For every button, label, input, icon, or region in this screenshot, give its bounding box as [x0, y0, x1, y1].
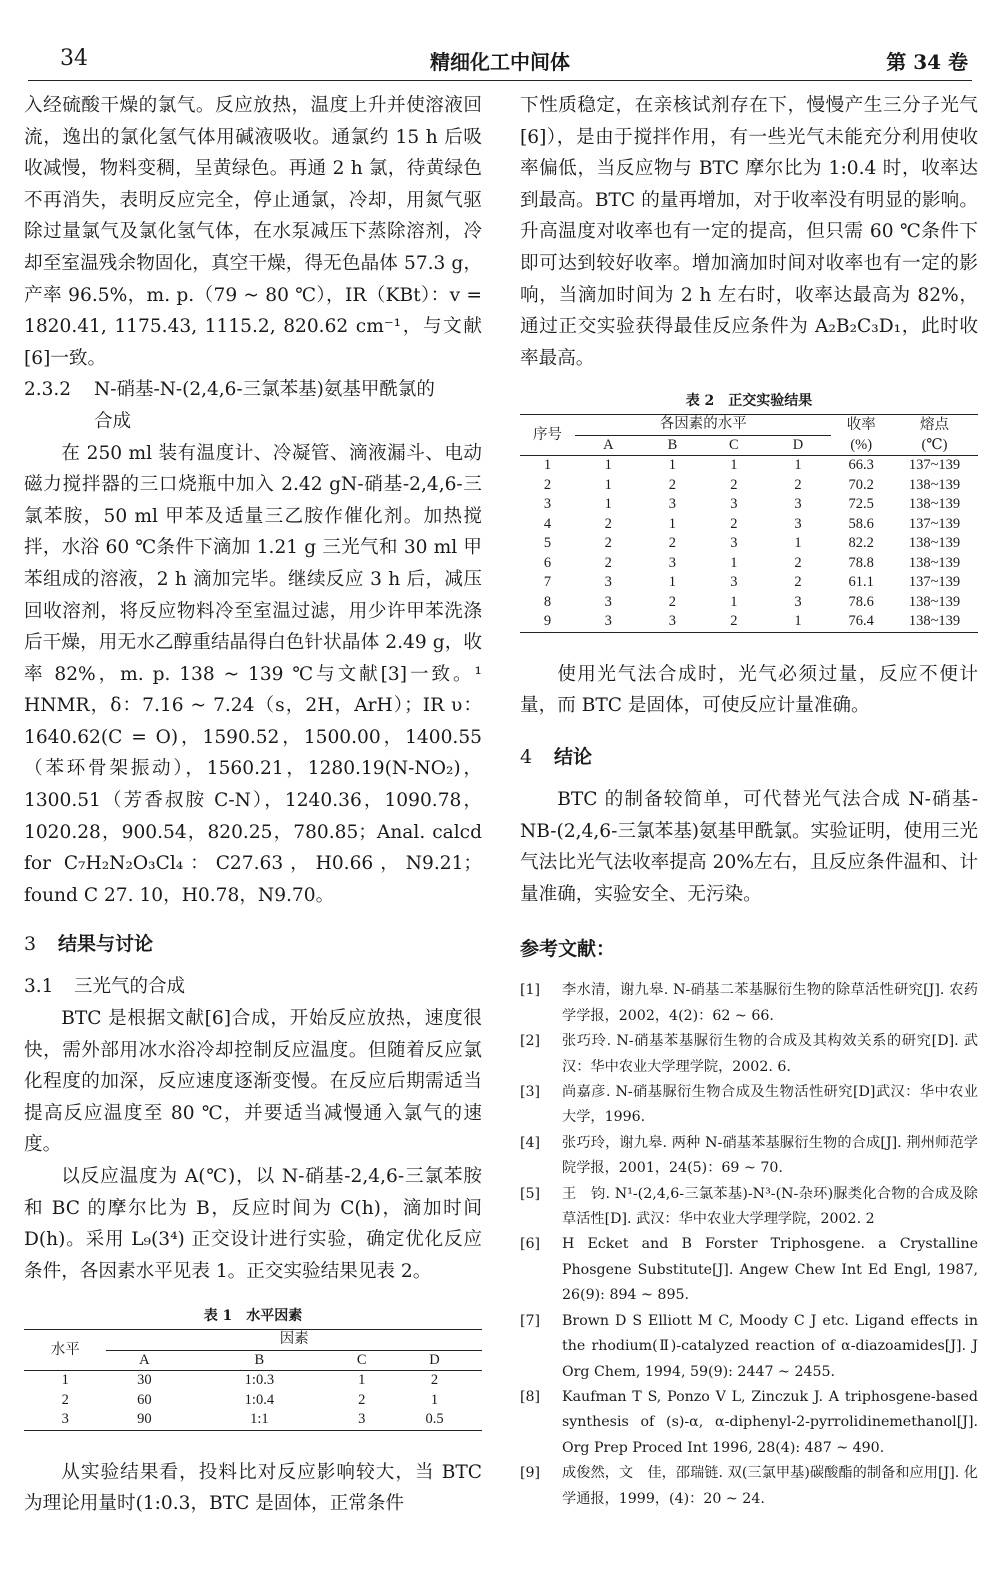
table-cell: 137~139 — [908, 457, 961, 474]
table-header-yield-unit: (%) — [850, 436, 873, 453]
heading-text: N-硝基-N-(2,4,6-三氯苯基)氨基甲酰氯的 — [94, 379, 435, 401]
table-cell: 3 — [668, 613, 677, 630]
table-cell: 30 — [137, 1372, 152, 1389]
table-header-mp-unit: (℃) — [921, 436, 948, 453]
reference-text: 张巧玲. N-硝基苯基脲衍生物的合成及其构效关系的研究[D]. 武汉：华中农业大学理学院，2002. 6. — [562, 1033, 978, 1075]
heading-text: 结果与讨论 — [58, 933, 154, 956]
table-col-header: A — [603, 436, 614, 453]
table-cell: 2 — [543, 476, 552, 493]
subsection-heading-3-1 — [24, 971, 482, 1003]
table-cell: 1 — [668, 574, 677, 591]
table-caption: 表 2 正交实验结果 — [685, 393, 813, 410]
table-cell: 61.1 — [848, 574, 874, 591]
table-cell: 66.3 — [848, 457, 874, 474]
reference-text: Brown D S Elliott M C, Moody C J etc. Ligand effects in the rhodium(Ⅱ)-catalyzed reaction of α-diazoamides[J]. J Org Chem, 1994, 59(9): 2447 ~ 2455. — [562, 1312, 978, 1380]
reference-number: [7] — [520, 1312, 541, 1329]
table-col-header: B — [254, 1351, 265, 1368]
reference-item — [520, 1080, 978, 1131]
table-cell: 2 — [61, 1391, 69, 1408]
subsection-heading-2-3-2 — [24, 374, 482, 437]
reference-text: 王 钧. N¹-(2,4,6-三氯苯基)-N³-(N-杂环)脲类化合物的合成及除草活性[D]. 武汉：华中农业大学理学院，2002. 2 — [562, 1185, 978, 1228]
reference-item — [520, 1232, 978, 1308]
table-caption: 表 1 水平因素 — [203, 1308, 303, 1325]
table-cell: 1 — [543, 457, 552, 474]
table-cell: 2 — [794, 554, 802, 571]
table-header-factor: 因素 — [106, 1330, 482, 1351]
reference-item — [520, 1029, 978, 1080]
section-heading-4 — [520, 742, 978, 772]
table-cell: 1 — [730, 593, 738, 610]
table-row — [520, 593, 978, 613]
table-cell: 138~139 — [908, 535, 961, 552]
table-cell: 2 — [604, 515, 612, 532]
reference-item — [520, 1131, 978, 1182]
table-cell: 3 — [730, 574, 738, 591]
table-col-header: D — [792, 436, 804, 453]
table-cell: 138~139 — [908, 496, 961, 513]
heading-number: 4 — [520, 746, 533, 769]
table-cell: 2 — [604, 535, 612, 552]
table-row — [520, 573, 978, 593]
table-cell: 78.6 — [848, 593, 874, 610]
table-cell: 1 — [604, 476, 612, 493]
page-header — [28, 44, 972, 80]
table-cell: 58.6 — [848, 515, 874, 532]
table-row — [520, 515, 978, 535]
table-cell: 0.5 — [425, 1411, 444, 1428]
table-cell: 1 — [794, 457, 802, 474]
table-cell: 3 — [794, 515, 802, 532]
table-cell: 1:1 — [250, 1411, 269, 1428]
table-cell: 90 — [137, 1411, 152, 1428]
table-row — [24, 1391, 482, 1411]
references-heading: 参考文献： — [520, 938, 616, 961]
table-cell: 1 — [358, 1372, 366, 1389]
table-cell: 1 — [61, 1372, 69, 1389]
table-cell: 2 — [794, 574, 802, 591]
reference-text: 李水清，谢九皋. N-硝基二苯基脲衍生物的除草活性研究[J]. 农药学学报，2002，4(2)：62 ~ 66. — [562, 982, 978, 1024]
table-cell: 72.5 — [848, 496, 874, 513]
header-rule — [28, 80, 972, 81]
table-cell: 3 — [61, 1411, 69, 1428]
reference-item — [520, 978, 978, 1029]
table-row — [520, 554, 978, 574]
table-cell: 4 — [543, 515, 552, 532]
table-body — [520, 456, 978, 633]
reference-number: [2] — [520, 1033, 541, 1050]
reference-number: [3] — [520, 1084, 541, 1101]
table-header-no: 序号 — [520, 415, 575, 456]
table-cell: 2 — [730, 613, 738, 630]
table-cell: 2 — [604, 554, 612, 571]
heading-number: 2.3.2 — [24, 379, 72, 401]
reference-number: [9] — [520, 1465, 541, 1482]
table-row — [520, 495, 978, 515]
reference-number: [4] — [520, 1134, 541, 1151]
table-cell: 3 — [358, 1411, 366, 1428]
table-2 — [520, 390, 978, 633]
table-col-header: A — [139, 1351, 150, 1368]
table-cell: 1 — [430, 1391, 439, 1408]
heading-text: 三光气的合成 — [74, 976, 186, 998]
table-row — [520, 476, 978, 496]
table-cell: 1 — [794, 535, 802, 552]
orthogonal-results-table — [520, 414, 978, 633]
table-cell: 6 — [543, 554, 552, 571]
table-cell: 2 — [358, 1391, 366, 1408]
reference-list — [520, 978, 978, 1512]
journal-title: 精细化工中间体 — [430, 50, 570, 74]
heading-text-cont: 合成 — [94, 410, 132, 432]
reference-text: 尚嘉彦. N-硝基脲衍生物合成及生物活性研究[D]武汉：华中农业大学，1996. — [562, 1084, 978, 1126]
table-cell: 137~139 — [908, 574, 961, 591]
table-row — [520, 456, 978, 476]
page-number: 34 — [60, 46, 88, 71]
table-cell: 1:0.4 — [244, 1391, 275, 1408]
reference-item — [520, 1385, 978, 1461]
table-cell: 5 — [543, 535, 552, 552]
table-header-yield: 收率 — [846, 416, 876, 433]
left-column — [24, 90, 482, 1520]
table-cell: 1 — [668, 457, 677, 474]
table-1 — [24, 1305, 482, 1431]
table-row — [24, 1371, 482, 1391]
table-col-header: C — [729, 436, 739, 453]
table-cell: 138~139 — [908, 613, 961, 630]
table-cell: 60 — [137, 1391, 152, 1408]
table-header-mp: 熔点 — [919, 416, 949, 433]
reference-text: 成俊然，文 佳，邵瑞链. 双(三氯甲基)碳酸酯的制备和应用[J]. 化学通报，1999，(4)：20 ~ 24. — [562, 1465, 978, 1507]
paragraph: 下性质稳定，在亲核试剂存在下，慢慢产生三分子光气[6]），是由于搅拌作用，有一些光气未能充分利用使收率偏低，当反应物与 BTC 摩尔比为 1:0.4 时，收率达到最高。BTC 的量再增加，对于收率没有明显的影响。升高温度对收率也有一定的提高，但只需 60 ℃条件下即可达到较好收率。增加滴加时间对收率也有一定的影响，当滴加时间为 2 h 左右时，收率达最高为 82%，通过正交实验获得最佳反应条件为 A₂B₂C₃D₁，此时收率最高。 — [520, 95, 978, 369]
table-cell: 3 — [730, 535, 738, 552]
paragraph: 入经硫酸干燥的氯气。反应放热，温度上升并使溶液回流，逸出的氯化氢气体用碱液吸收。通氯约 15 h 后吸收减慢，物料变稠，呈黄绿色。再通 2 h 氯，待黄绿色不再消失，表明反应完全，停止通氯，冷却，用氮气驱除过量氯气及氯化氢气体，在水泵减压下蒸除溶剂，冷却至室温残余物固化，真空干燥，得无色晶体 57.3 g，产率 96.5%，m. p.（79 ~ 80 ℃），IR（KBt）：v = 1820.41, 1175.43, 1115.2, 820.62 cm⁻¹，与文献[6]一致。 — [24, 95, 482, 369]
table-cell: 138~139 — [908, 554, 961, 571]
table-cell: 3 — [794, 496, 802, 513]
table-cell: 137~139 — [908, 515, 961, 532]
table-cell: 76.4 — [848, 613, 874, 630]
paragraph: BTC 的制备较简单，可代替光气法合成 N-硝基-NB-(2,4,6-三氯苯基)氨基甲酰氯。实验证明，使用三光气法比光气法收率提高 20%左右，且反应条件温和、计量准确，实验安全、无污染。 — [520, 789, 978, 905]
paragraph: BTC 是根据文献[6]合成，开始反应放热，速度很快，需外部用冰水浴冷却控制反应温度。但随着反应氯化程度的加深，反应速度逐渐变慢。在反应后期需适当提高反应温度至 80 ℃，并要适当减慢通入氯气的速度。 — [24, 1008, 482, 1156]
table-cell: 2 — [668, 476, 677, 493]
table-cell: 9 — [543, 613, 552, 630]
table-cell: 2 — [794, 476, 802, 493]
table-cell: 1 — [730, 554, 738, 571]
reference-text: H Ecket and B Forster Triphosgene. a Crystalline Phosgene Substitute[J]. Angew Chew Int Ed Engl, 1987, 26(9): 894 ~ 895. — [562, 1236, 978, 1304]
section-heading-3 — [24, 929, 482, 959]
table-header-levels: 各因素的水平 — [575, 415, 832, 436]
table-cell: 1 — [730, 457, 738, 474]
table-cell: 3 — [668, 496, 677, 513]
heading-text: 结论 — [554, 746, 593, 769]
table-cell: 138~139 — [908, 476, 961, 493]
table-row — [520, 534, 978, 554]
table-cell: 3 — [604, 574, 612, 591]
table-cell: 7 — [543, 574, 552, 591]
reference-item — [520, 1182, 978, 1233]
table-cell: 1 — [794, 613, 802, 630]
table-cell: 3 — [668, 554, 677, 571]
table-cell: 8 — [543, 593, 552, 610]
table-cell: 138~139 — [908, 593, 961, 610]
table-header-level: 水平 — [24, 1330, 106, 1371]
reference-number: [5] — [520, 1185, 541, 1202]
table-cell: 82.2 — [848, 535, 874, 552]
table-cell: 1:0.3 — [244, 1372, 275, 1389]
table-cell: 2 — [430, 1372, 439, 1389]
right-column — [520, 90, 978, 1512]
heading-number: 3 — [24, 933, 37, 956]
reference-number: [6] — [520, 1236, 541, 1253]
table-col-header: B — [667, 436, 678, 453]
table-cell: 2 — [668, 593, 677, 610]
paragraph: 使用光气法合成时，光气必须过量，反应不便计量，而 BTC 是固体，可使反应计量准确。 — [520, 663, 978, 717]
table-cell: 3 — [604, 593, 612, 610]
reference-item — [520, 1461, 978, 1512]
table-cell: 2 — [730, 515, 738, 532]
reference-number: [8] — [520, 1388, 541, 1405]
table-cell: 2 — [668, 535, 677, 552]
table-col-header: D — [429, 1351, 440, 1368]
reference-text: Kaufman T S, Ponzo V L, Zinczuk J. A triphosgene-based synthesis of (s)-α, α-diphenyl-2-pyrrolidinemethanol[J]. Org Prep Proced Int 1996, 28(4): 487 ~ 490. — [562, 1388, 978, 1456]
table-row — [24, 1410, 482, 1430]
table-cell: 70.2 — [848, 476, 874, 493]
reference-item — [520, 1309, 978, 1385]
table-cell: 78.8 — [848, 554, 874, 571]
table-cell: 1 — [668, 515, 677, 532]
table-cell: 3 — [604, 613, 612, 630]
table-row — [520, 612, 978, 632]
table-cell: 3 — [794, 593, 802, 610]
reference-text: 张巧玲，谢九皋. 两种 N-硝基苯基脲衍生物的合成[J]. 荆州师范学院学报，2001，24(5)：69 ~ 70. — [562, 1134, 978, 1177]
table-cell: 1 — [604, 457, 612, 474]
table-cell: 3 — [543, 496, 552, 513]
level-factor-table — [24, 1329, 482, 1431]
table-col-header: C — [356, 1351, 367, 1368]
reference-number: [1] — [520, 982, 541, 999]
paragraph: 从实验结果看，投料比对反应影响较大，当 BTC 为理论用量时(1:0.3，BTC 是固体，正常条件 — [24, 1461, 482, 1515]
paragraph: 以反应温度为 A(℃)，以 N-硝基-2,4,6-三氯苯胺和 BC 的摩尔比为 B，反应时间为 C(h)，滴加时间 D(h)。采用 L₉(3⁴) 正交设计进行实验，确定优化反应条件，各因素水平见表 1。正交实验结果见表 2。 — [24, 1166, 482, 1282]
table-cell: 3 — [730, 496, 738, 513]
table-cell: 1 — [604, 496, 612, 513]
volume-label: 第 34 卷 — [886, 50, 968, 74]
table-cell: 2 — [730, 476, 738, 493]
paragraph: 在 250 ml 装有温度计、冷凝管、滴液漏斗、电动磁力搅拌器的三口烧瓶中加入 2.42 gN-硝基-2,4,6-三氯苯胺，50 ml 甲苯及适量三乙胺作催化剂。加热搅拌，水浴 60 ℃条件下滴加 1.21 g 三光气和 30 ml 甲苯组成的溶液，2 h 滴加完毕。继续反应 3 h 后，减压回收溶剂，将反应物料冷至室温过滤，用少许甲苯洗涤后干燥，用无水乙醇重结晶得白色针状晶体 2.49 g，收率 82%，m. p. 138 ~ 139 ℃与文献[3]一致。¹ HNMR，δ：7.16 ~ 7.24（s，2H，ArH）；IR υ：1640.62(C = O)，1590.52，1500.00，1400.55（苯环骨架振动），1560.21，1280.19(N-NO₂)，1300.51（芳香叔胺 C-N），1240.36，1090.78，1020.28，900.54，820.25，780.85；Anal. calcd for C₇H₂N₂O₃Cl₄：C27.63，H0.66，N9.21；found C 27. 10，H0.78，N9.70。 — [24, 442, 482, 906]
heading-number: 3.1 — [24, 976, 54, 998]
